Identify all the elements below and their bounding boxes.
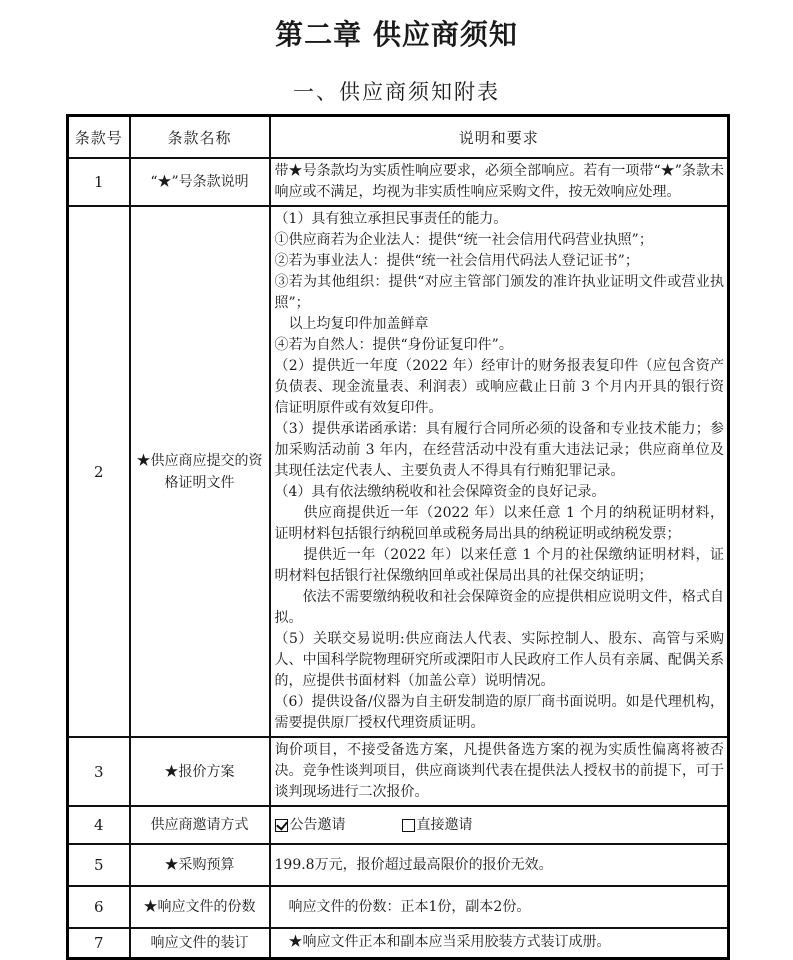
clause-name: “★”号条款说明 bbox=[130, 158, 270, 206]
chapter-title: 第二章 供应商须知 bbox=[275, 18, 518, 51]
description-paragraph: ①供应商若为企业法人：提供“统一社会信用代码营业执照”； bbox=[274, 232, 653, 248]
description-paragraph: 199.8万元，报价超过最高限价的报价无效。 bbox=[274, 856, 553, 873]
checkbox-label: 直接邀请 bbox=[416, 816, 473, 833]
description-paragraph: （2）提供近一年度（2022 年）经审计的财务报表复印件（应包含资产负债表、现金流量表、利润表）或响应截止日前 3 个月内开具的银行资信证明原件或有效复印件。 bbox=[274, 358, 724, 416]
clause-description bbox=[270, 737, 729, 806]
clause-description bbox=[270, 886, 729, 928]
description-paragraph: （6）提供设备/仪器为自主研发制造的原厂商书面说明。如是代理机构，需要提供原厂授权代理资质证明。 bbox=[274, 694, 724, 731]
checked-checkbox-icon[interactable] bbox=[275, 819, 288, 832]
description-paragraph: 响应文件的份数：正本1份，副本2份。 bbox=[274, 898, 531, 915]
table-row bbox=[68, 158, 729, 206]
unchecked-checkbox-icon[interactable] bbox=[402, 819, 415, 832]
checkbox-direct-invitation[interactable] bbox=[402, 815, 473, 836]
table-row bbox=[68, 886, 729, 928]
description-paragraph: 带★号条款均为实质性响应要求，必须全部响应。若有一项带“★”条款未响应或不满足，均视为非实质性响应采购文件，按无效响应处理。 bbox=[274, 163, 724, 200]
clause-number: 4 bbox=[68, 806, 130, 844]
clause-number: 5 bbox=[68, 844, 130, 886]
clause-name: ★供应商应提交的资格证明文件 bbox=[130, 206, 270, 737]
clause-description bbox=[270, 844, 729, 886]
description-paragraph: 提供近一年（2022 年）以来任意 1 个月的社保缴纳证明材料，证明材料包括银行社保缴纳回单或社保局出具的社保交纳证明； bbox=[274, 547, 724, 584]
checkbox-label: 公告邀请 bbox=[289, 816, 346, 833]
description-paragraph: （4）具有依法缴纳税收和社会保障资金的良好记录。 bbox=[274, 484, 606, 500]
clause-number: 7 bbox=[68, 928, 130, 958]
description-paragraph: ★响应文件正本和副本应当采用胶装方式装订成册。 bbox=[274, 934, 611, 951]
table-header-row bbox=[68, 116, 729, 159]
description-paragraph: 依法不需要缴纳税收和社会保障资金的应提供相应说明文件，格式自拟。 bbox=[274, 589, 724, 626]
description-paragraph: 询价项目，不接受备选方案，凡提供备选方案的视为实质性偏离将被否决。竞争性谈判项目，供应商谈判代表在提供法人授权书的前提下，可于谈判现场进行二次报价。 bbox=[274, 742, 724, 800]
clause-name: ★报价方案 bbox=[130, 737, 270, 806]
table-row bbox=[68, 737, 729, 806]
table-body bbox=[68, 158, 729, 958]
checkbox-group bbox=[275, 815, 725, 836]
clause-name: ★采购预算 bbox=[130, 844, 270, 886]
clause-number: 1 bbox=[68, 158, 130, 206]
clause-number: 6 bbox=[68, 886, 130, 928]
description-paragraph: （3）提供承诺函承诺：具有履行合同所必须的设备和专业技术能力；参加采购活动前 3 年内，在经营活动中没有重大违法记录；供应商单位及其现任法定代表人、主要负责人不得具有行贿犯罪记录。 bbox=[274, 421, 724, 479]
description-paragraph: 供应商提供近一年（2022 年）以来任意 1 个月的纳税证明材料，证明材料包括银行纳税回单或税务局出具的纳税证明或纳税发票； bbox=[274, 505, 724, 542]
description-paragraph: （1）具有独立承担民事责任的能力。 bbox=[274, 211, 508, 227]
clause-description bbox=[270, 158, 729, 206]
col-header-description: 说明和要求 bbox=[270, 116, 729, 159]
supplier-notice-table bbox=[66, 114, 730, 960]
description-paragraph: ④若为自然人：提供“身份证复印件”。 bbox=[274, 337, 513, 353]
description-paragraph: （5）关联交易说明:供应商法人代表、实际控制人、股东、高管与采购人、中国科学院物理研究所或溧阳市人民政府工作人员有亲属、配偶关系的，应提供书面材料（加盖公章）说明情况。 bbox=[274, 631, 724, 689]
table-row bbox=[68, 806, 729, 844]
description-paragraph: ③若为其他组织：提供“对应主管部门颁发的准许执业证明文件或营业执照”； bbox=[274, 274, 724, 311]
clause-name: 响应文件的装订 bbox=[130, 928, 270, 958]
clause-number: 3 bbox=[68, 737, 130, 806]
section-title: 一、供应商须知附表 bbox=[293, 80, 500, 104]
description-paragraph: 以上均复印件加盖鲜章 bbox=[274, 316, 429, 332]
table-row bbox=[68, 928, 729, 958]
checkbox-public-invitation[interactable] bbox=[275, 815, 346, 836]
clause-description bbox=[270, 806, 729, 844]
description-paragraph: ②若为事业法人：提供“统一社会信用代码法人登记证书”； bbox=[274, 253, 639, 269]
col-header-clause-name: 条款名称 bbox=[130, 116, 270, 159]
table-row bbox=[68, 844, 729, 886]
table-row bbox=[68, 206, 729, 737]
clause-description bbox=[270, 206, 729, 737]
col-header-clause-number: 条款号 bbox=[68, 116, 130, 159]
clause-name: 供应商邀请方式 bbox=[130, 806, 270, 844]
clause-description bbox=[270, 928, 729, 958]
clause-name: ★响应文件的份数 bbox=[130, 886, 270, 928]
clause-number: 2 bbox=[68, 206, 130, 737]
